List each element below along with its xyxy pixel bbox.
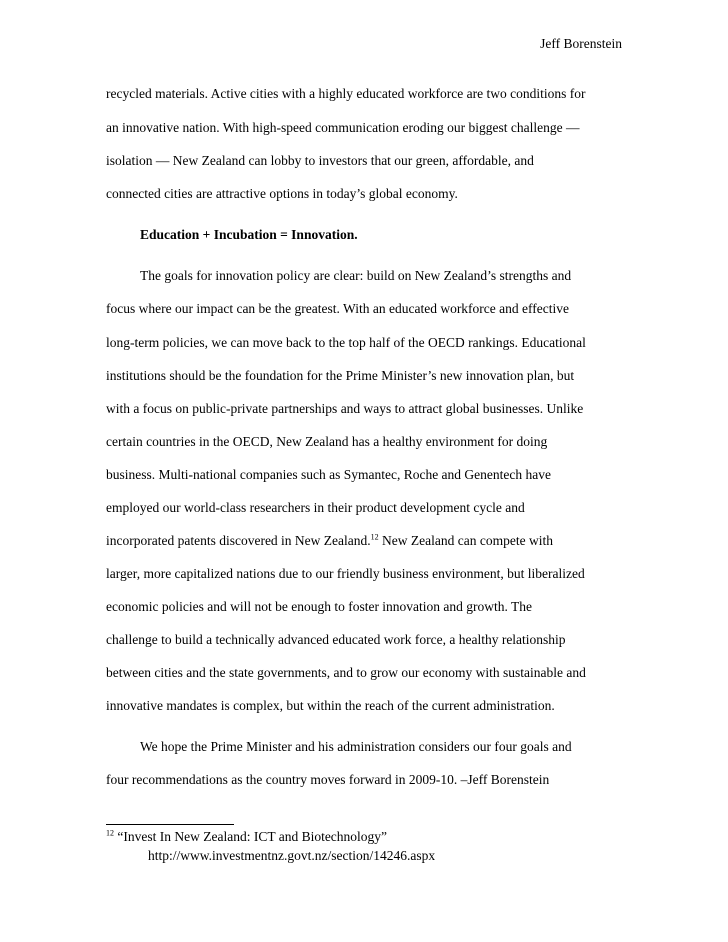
body-line: institutions should be the foundation for the Prime Minister’s new innovation plan, but bbox=[106, 368, 575, 383]
body-line: We hope the Prime Minister and his administration considers our four goals and bbox=[140, 739, 572, 754]
footnote-title: “Invest In New Zealand: ICT and Biotechnology” bbox=[117, 829, 388, 844]
body-line-text: incorporated patents discovered in New Zealand. bbox=[106, 533, 371, 548]
body-line: focus where our impact can be the greatest. With an educated workforce and effective bbox=[106, 301, 569, 316]
footnote-reference[interactable]: 12 bbox=[370, 532, 379, 542]
body-line: economic policies and will not be enough to foster innovation and growth. The bbox=[106, 599, 533, 614]
footnote-marker: 12 bbox=[106, 828, 114, 838]
body-line: an innovative nation. With high-speed communication eroding our biggest challenge — bbox=[106, 120, 580, 135]
body-line: with a focus on public-private partnerships and ways to attract global businesses. Unlike bbox=[106, 401, 584, 416]
body-line: certain countries in the OECD, New Zealand has a healthy environment for doing bbox=[106, 434, 548, 449]
body-line: The goals for innovation policy are clear: build on New Zealand’s strengths and bbox=[140, 268, 572, 283]
body-line: between cities and the state governments, and to grow our economy with sustainable and bbox=[106, 665, 586, 680]
body-line: isolation — New Zealand can lobby to investors that our green, affordable, and bbox=[106, 153, 534, 168]
body-line: long-term policies, we can move back to the top half of the OECD rankings. Educational bbox=[106, 335, 586, 350]
body-line: four recommendations as the country moves forward in 2009-10. –Jeff Borenstein bbox=[106, 772, 550, 787]
body-line: employed our world-class researchers in their product development cycle and bbox=[106, 500, 525, 515]
footnote-url[interactable]: http://www.investmentnz.govt.nz/section/14246.aspx bbox=[148, 848, 436, 863]
footnote-separator bbox=[106, 824, 234, 825]
body-line: business. Multi-national companies such as Symantec, Roche and Genentech have bbox=[106, 467, 552, 482]
body-line: larger, more capitalized nations due to our friendly business environment, but liberalized bbox=[106, 566, 585, 581]
footnote bbox=[106, 829, 387, 845]
body-line bbox=[106, 533, 553, 549]
body-line: challenge to build a technically advanced educated work force, a healthy relationship bbox=[106, 632, 566, 647]
running-header-author: Jeff Borenstein bbox=[540, 36, 622, 51]
body-line: innovative mandates is complex, but within the reach of the current administration. bbox=[106, 698, 555, 713]
section-heading: Education + Incubation = Innovation. bbox=[140, 227, 358, 242]
body-line-text: New Zealand can compete with bbox=[378, 533, 553, 548]
body-line: connected cities are attractive options in today’s global economy. bbox=[106, 186, 458, 201]
body-line: recycled materials. Active cities with a highly educated workforce are two conditions for bbox=[106, 86, 586, 101]
